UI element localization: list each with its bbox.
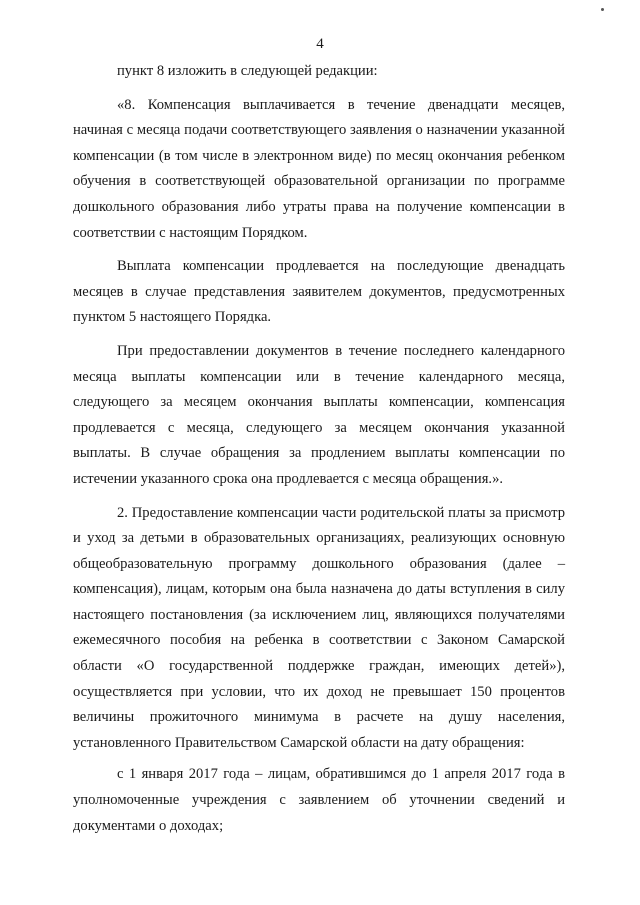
document-body [73, 59, 565, 847]
paragraph-extension: Выплата компенсации продлевается на последующие двенадцать месяцев в случае представления заявителем документов, предусмотренных пунктом 5 настоящего Порядка. [73, 258, 565, 326]
page-number: 4 [316, 36, 324, 52]
paragraph-item-2: 2. Предоставление компенсации части родительской платы за присмотр и уход за детьми в образовательных организациях, реализующих основную общеобразовательную программу дошкольного образования (далее – компенсация), лицам, которым она была назначена до даты вступления в силу настоящего постановления (за исключением лиц, являющихся получателями ежемесячного пособия на ребенка в соответствии с Законом Самарской области «О государственной поддержке граждан, имеющих детей»), осуществляется при условии, что их доход не превышает 150 процентов величины прожиточного минимума в расчете на душу населения, установленного Правительством Самарской области на дату обращения: [73, 504, 565, 751]
scan-speck [601, 8, 604, 11]
paragraph-documents-submission: При предоставлении документов в течение последнего календарного месяца выплаты компенсации или в течение календарного месяца, следующего за месяцем окончания выплаты компенсации, компенсация продлевается с месяца, следующего за месяцем окончания указанной выплаты. В случае обращения за продлением выплаты компенсации по истечении указанного срока она продлевается с месяца обращения.». [73, 342, 565, 487]
paragraph-item-8: «8. Компенсация выплачивается в течение двенадцати месяцев, начиная с месяца подачи соответствующего заявления о назначении указанной компенсации (в том числе в электронном виде) по месяц окончания ребенком обучения в соответствующей образовательной организации по программе дошкольного образования либо утраты права на получение компенсации в соответствии с настоящим Порядком. [73, 96, 565, 241]
paragraph-from-january-2017: с 1 января 2017 года – лицам, обратившимся до 1 апреля 2017 года в уполномоченные учреждения с заявлением об уточнении сведений и документами о доходах; [73, 766, 565, 834]
paragraph-intro: пункт 8 изложить в следующей редакции: [117, 63, 378, 79]
